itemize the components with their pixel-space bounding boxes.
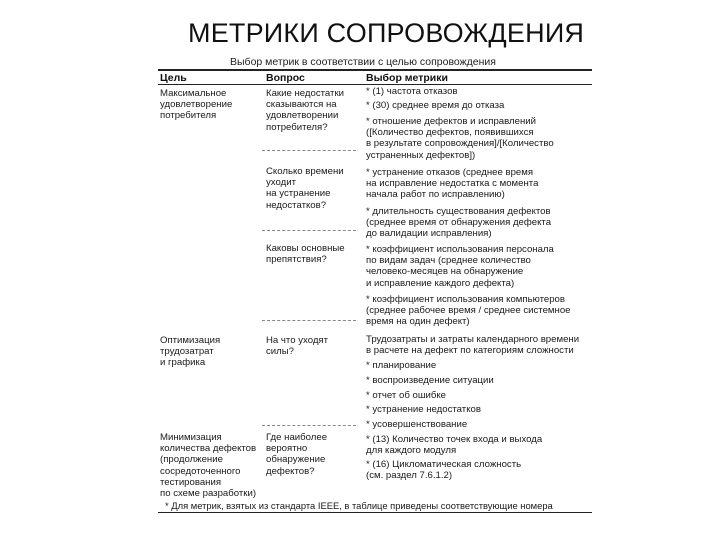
metric-item: * (13) Количество точек входа и выхода для каждого модуля xyxy=(366,434,543,457)
goal-cell: Минимизация количества дефектов (продолжение сосредоточенного тестирования по схеме разработки) xyxy=(160,432,257,500)
table-footnote: * Для метрик, взятых из стандарта IEEE, в таблице приведены соответствующие номера xyxy=(165,500,553,511)
header-question: Вопрос xyxy=(266,72,305,84)
goal-cell: Максимальное удовлетворение потребителя xyxy=(160,88,233,122)
question-divider xyxy=(262,320,356,321)
header-goal: Цель xyxy=(160,72,187,84)
metric-item: * воспроизведение ситуации xyxy=(366,375,494,386)
question-cell: Каковы основные препятствия? xyxy=(266,243,345,266)
goal-cell: Оптимизация трудозатрат и графика xyxy=(160,335,221,369)
metric-item: * усовершенствование xyxy=(366,419,468,430)
header-metrics: Выбор метрики xyxy=(366,72,448,84)
question-cell: Где наиболее вероятно обнаружение дефектов? xyxy=(266,432,328,477)
question-divider xyxy=(262,150,356,151)
metric-item: * (30) среднее время до отказа xyxy=(366,100,505,111)
metric-item: * отношение дефектов и исправлений ([Количество дефектов, появившихся в результате сопровождения]/[Количество устраненных дефектов]) xyxy=(366,116,554,161)
table-header-rule xyxy=(158,84,592,85)
metric-item: * отчет об ошибке xyxy=(366,390,447,401)
metric-item: * (1) частота отказов xyxy=(366,86,458,97)
table-caption: Выбор метрик в соответствии с целью сопровождения xyxy=(230,56,496,68)
table-top-rule xyxy=(158,69,592,71)
question-cell: Сколько времени уходит на устранение недостатков? xyxy=(266,166,344,211)
page-title: МЕТРИКИ СОПРОВОЖДЕНИЯ xyxy=(188,18,585,48)
question-cell: На что уходят силы? xyxy=(266,335,329,358)
metric-item: * устранение отказов (среднее время на исправление недостатка с момента начала работ по исправлению) xyxy=(366,167,539,201)
metric-item: * планирование xyxy=(366,360,437,371)
question-divider xyxy=(262,425,356,426)
question-cell: Какие недостатки сказываются на удовлетворении потребителя? xyxy=(266,88,344,133)
question-divider xyxy=(262,230,356,231)
metric-item: * коэффициент использования персонала по видам задач (среднее количество человеко-месяцев на обнаружение и исправление каждого дефекта) xyxy=(366,244,554,289)
metric-item: * (16) Цикломатическая сложность (см. раздел 7.6.1.2) xyxy=(366,459,522,482)
metric-item: * длительность существования дефектов (среднее время от обнаружения дефекта до валидации исправления) xyxy=(366,206,552,240)
table-bottom-rule xyxy=(158,512,592,513)
metric-item: * устранение недостатков xyxy=(366,404,481,415)
metric-item: Трудозатраты и затраты календарного времени в расчете на дефект по категориям сложности xyxy=(366,334,580,357)
metric-item: * коэффициент использования компьютеров (среднее рабочее время / среднее системное время на один дефект) xyxy=(366,294,571,328)
